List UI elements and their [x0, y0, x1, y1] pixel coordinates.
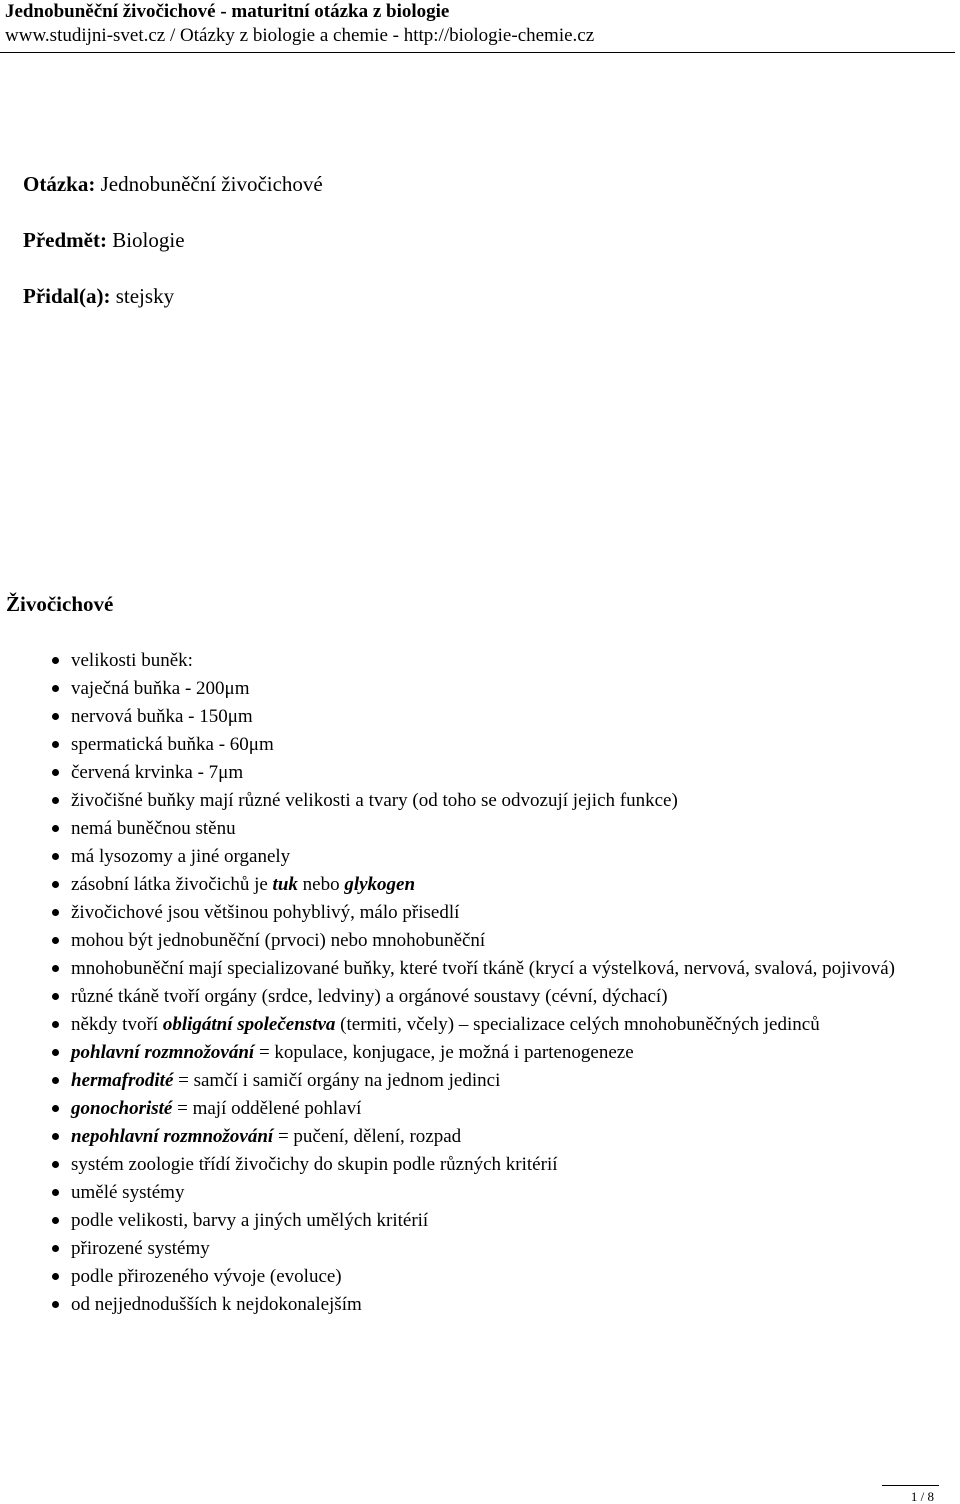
- page-header: [5, 0, 957, 48]
- list-item: spermatická buňka - 60μm: [0, 731, 960, 759]
- list-item: [0, 1095, 960, 1123]
- list-item: přirozené systémy: [0, 1235, 960, 1263]
- list-item: podle velikosti, barvy a jiných umělých kritérií: [0, 1207, 960, 1235]
- list-item: nemá buněčnou stěnu: [0, 815, 960, 843]
- emphasis-term: glykogen: [344, 874, 416, 895]
- emphasis-term: nepohlavní rozmnožování: [71, 1126, 274, 1147]
- list-item: podle přirozeného vývoje (evoluce): [0, 1263, 960, 1291]
- source-url: www.studijni-svet.cz / Otázky z biologie a chemie - http://biologie-chemie.cz: [5, 25, 595, 46]
- list-item: vaječná buňka - 200μm: [0, 675, 960, 703]
- section-heading: Živočichové: [6, 592, 114, 616]
- list-item: umělé systémy: [0, 1179, 960, 1207]
- item-text: (termiti, včely) – specializace celých mnohobuněčných jedinců: [335, 1014, 820, 1035]
- item-text: někdy tvoří: [71, 1014, 163, 1035]
- list-item: mnohobuněční mají specializované buňky, které tvoří tkáně (krycí a výstelková, nervová, svalová, pojivová): [0, 955, 960, 983]
- list-item: živočišné buňky mají různé velikosti a tvary (od toho se odvozují jejich funkce): [0, 787, 960, 815]
- item-text: = pučení, dělení, rozpad: [273, 1126, 462, 1147]
- list-item: živočichové jsou většinou pohyblivý, málo přisedlí: [0, 899, 960, 927]
- emphasis-term: obligátní společenstva: [162, 1014, 336, 1035]
- question-line: [23, 171, 323, 197]
- emphasis-term: pohlavní rozmnožování: [71, 1042, 255, 1063]
- page-number: 1 / 8: [910, 1489, 934, 1504]
- question-value: Jednobuněční živočichové: [100, 172, 323, 196]
- footer-divider: [882, 1485, 939, 1486]
- list-item: systém zoologie třídí živočichy do skupin podle různých kritérií: [0, 1151, 960, 1179]
- list-item: mohou být jednobuněční (prvoci) nebo mnohobuněční: [0, 927, 960, 955]
- author-line: [23, 283, 174, 309]
- item-text: = mají oddělené pohlaví: [172, 1098, 362, 1119]
- item-text: = samčí i samičí orgány na jednom jedinci: [173, 1070, 501, 1091]
- list-item: červená krvinka - 7μm: [0, 759, 960, 787]
- emphasis-term: gonochoristé: [71, 1098, 173, 1119]
- subject-value: Biologie: [112, 228, 185, 252]
- emphasis-term: hermafrodité: [71, 1070, 174, 1091]
- list-item: [0, 1011, 960, 1039]
- list-item: [0, 871, 960, 899]
- author-value: stejsky: [115, 284, 175, 308]
- subject-label: Předmět:: [23, 228, 107, 252]
- question-label: Otázka:: [23, 172, 96, 196]
- emphasis-term: tuk: [272, 874, 298, 895]
- subject-line: [23, 227, 185, 253]
- list-item: [0, 1123, 960, 1151]
- list-item: nervová buňka - 150μm: [0, 703, 960, 731]
- list-item: od nejjednodušších k nejdokonalejším: [0, 1291, 960, 1319]
- header-divider: [0, 52, 955, 53]
- bullet-list: [0, 647, 960, 1319]
- list-item: [0, 1039, 960, 1067]
- list-item: různé tkáně tvoří orgány (srdce, ledviny) a orgánové soustavy (cévní, dýchací): [0, 983, 960, 1011]
- list-item: [0, 1067, 960, 1095]
- list-item: velikosti buněk:: [0, 647, 960, 675]
- author-label: Přidal(a):: [23, 284, 111, 308]
- item-text: zásobní látka živočichů je: [71, 874, 273, 895]
- item-text: nebo: [297, 874, 345, 895]
- item-text: = kopulace, konjugace, je možná i partenogeneze: [254, 1042, 634, 1063]
- document-title: Jednobuněční živočichové - maturitní otázka z biologie: [5, 1, 450, 22]
- list-item: má lysozomy a jiné organely: [0, 843, 960, 871]
